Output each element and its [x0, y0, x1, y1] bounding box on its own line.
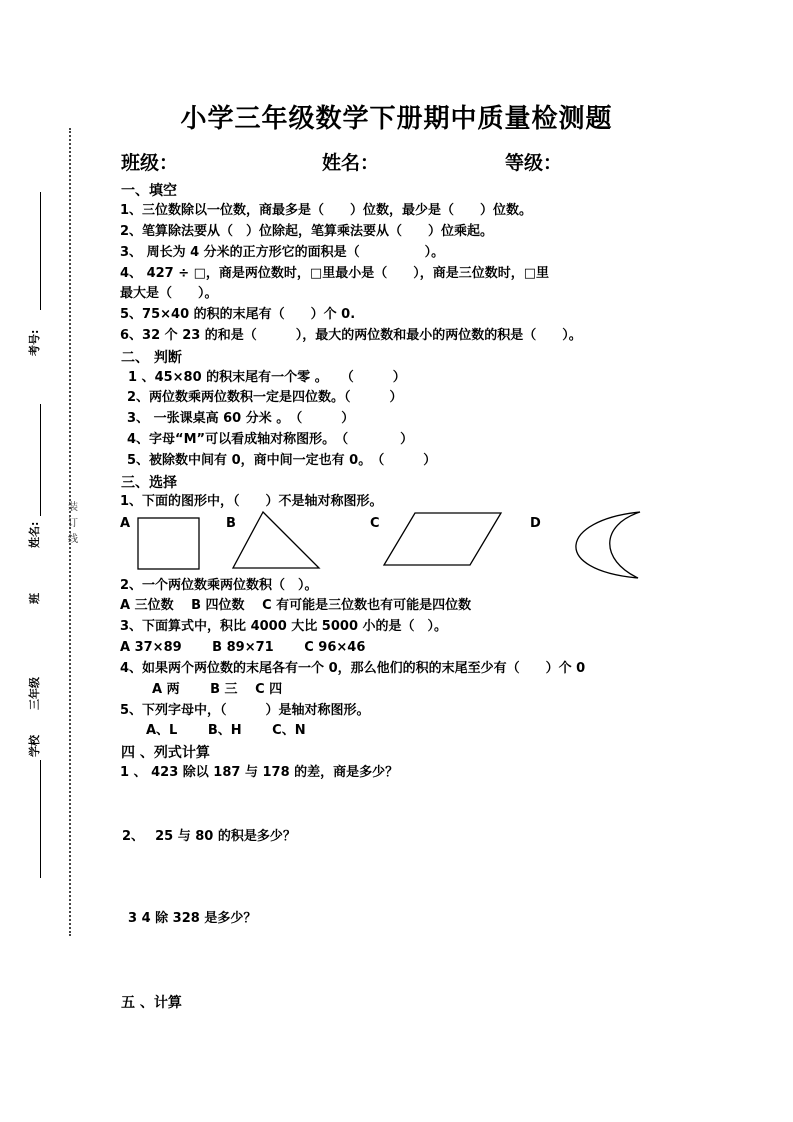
s3-q3: 3、下面算式中，积比 4000 大比 5000 小的是（ ）。 — [120, 619, 448, 634]
shape-label-b: B — [226, 516, 236, 531]
s2-q5: 5、被除数中间有 0，商中间一定也有 0。 （ ） — [127, 453, 437, 468]
s2-q1: 1 、45×80 的积末尾有一个零 。 （ ） — [128, 370, 406, 385]
s3-q3-options: A 37×89 B 89×71 C 96×46 — [120, 640, 366, 655]
sidebar-name: 姓名: — [28, 521, 41, 548]
crescent-shape — [576, 512, 640, 578]
square-shape — [138, 518, 199, 569]
sidebar-class: 班 — [28, 593, 41, 604]
s1-q4-line1: 4、 427 ÷ □，商是两位数时，□里最小是（ ），商是三位数时，□里 — [120, 266, 550, 281]
section2-heading: 二、 判断 — [121, 350, 182, 366]
section1-heading: 一、填空 — [121, 183, 177, 199]
margin-line-bottom — [40, 760, 41, 878]
section5-heading: 五 、计算 — [121, 995, 182, 1011]
grade-label: 等级： — [505, 152, 563, 174]
s4-q3: 3 4 除 328 是多少？ — [128, 911, 257, 926]
sidebar-school: 学校 — [28, 735, 41, 757]
class-label: 班级： — [121, 152, 179, 174]
binding-line-label: 装订线 — [68, 502, 78, 545]
s2-q3: 3、 一张课桌高 60 分米 。 （ ） — [127, 411, 355, 426]
s1-q3: 3、 周长为 4 分米的正方形它的面积是（ ）。 — [120, 245, 445, 260]
section3-heading: 三、选择 — [121, 475, 177, 491]
shape-label-a: A — [120, 516, 131, 531]
shape-label-d: D — [530, 516, 541, 531]
s4-q2: 2、 25 与 80 的积是多少？ — [122, 829, 296, 844]
triangle-shape — [233, 512, 319, 568]
s3-q5-options: A、L B、H C、N — [146, 723, 306, 738]
s1-q2: 2、笔算除法要从（ ）位除起，笔算乘法要从（ ）位乘起。 — [120, 224, 494, 239]
s1-q4-line2: 最大是（ ）。 — [120, 286, 218, 301]
name-label: 姓名： — [322, 152, 380, 174]
shape-label-c: C — [370, 516, 380, 531]
page-title: 小学三年级数学下册期中质量检测题 — [180, 104, 613, 134]
s4-q1: 1 、 423 除以 187 与 178 的差，商是多少？ — [120, 765, 399, 780]
section4-heading: 四 、列式计算 — [121, 745, 210, 761]
s1-q6: 6、32 个 23 的和是（ ），最大的两位数和最小的两位数的积是（ ）。 — [120, 328, 582, 343]
s3-q4-options: A 两 B 三 C 四 — [152, 682, 283, 697]
s2-q4: 4、字母“M”可以看成轴对称图形。 （ ） — [127, 432, 414, 447]
s3-q5: 5、下列字母中，（ ）是轴对称图形。 — [120, 703, 370, 718]
sidebar-grade: 三年级 — [28, 677, 41, 710]
sidebar-exam-no: 考号: — [28, 329, 41, 356]
s3-q2-options: A 三位数 B 四位数 C 有可能是三位数也有可能是四位数 — [120, 598, 472, 613]
s3-q4: 4、如果两个两位数的末尾各有一个 0，那么他们的积的末尾至少有（ ）个 0 — [120, 661, 586, 676]
s3-q1: 1、下面的图形中，（ ）不是轴对称图形。 — [120, 494, 383, 509]
s3-q2: 2、一个两位数乘两位数积（ ）。 — [120, 578, 318, 593]
s1-q1: 1、三位数除以一位数，商最多是（ ）位数，最少是（ ）位数。 — [120, 203, 533, 218]
parallelogram-shape — [384, 513, 501, 565]
s2-q2: 2、两位数乘两位数积一定是四位数。（ ） — [127, 390, 403, 405]
s1-q5: 5、75×40 的积的末尾有（ ）个 0. — [120, 307, 356, 322]
